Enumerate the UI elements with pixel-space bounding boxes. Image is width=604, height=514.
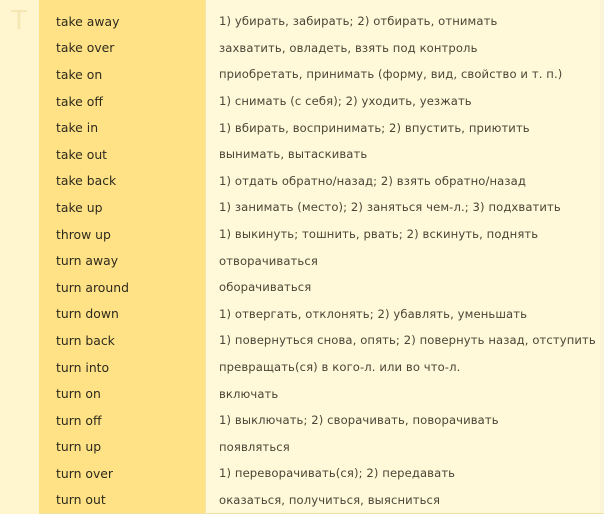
table-row xyxy=(0,380,604,407)
translation: 1) отдать обратно/назад; 2) взять обратно/назад xyxy=(219,173,526,188)
translation: 1) отвергать, отклонять; 2) убавлять, уменьшать xyxy=(219,306,528,321)
phrasal-verb: turn over xyxy=(56,465,114,481)
phrasal-verb: take on xyxy=(56,66,103,82)
table-row xyxy=(0,247,604,274)
table-row xyxy=(0,61,604,88)
table-row xyxy=(0,274,604,301)
translation: оборачиваться xyxy=(219,280,312,295)
translation: 1) вбирать, воспринимать; 2) впустить, приютить xyxy=(219,120,530,135)
translation: 1) повернуться снова, опять; 2) повернуть назад, отступить xyxy=(219,333,596,348)
phrasal-verb: turn off xyxy=(56,412,102,428)
table-row xyxy=(0,221,604,248)
phrasal-verb: turn out xyxy=(56,492,106,508)
phrasal-verb: turn back xyxy=(56,332,115,348)
translation: 1) переворачивать(ся); 2) передавать xyxy=(219,466,456,481)
table-row xyxy=(0,141,604,168)
phrasal-verb: turn around xyxy=(56,279,129,295)
translation: оказаться, получиться, выясниться xyxy=(219,492,441,507)
phrasal-verb: take away xyxy=(56,13,120,29)
table-row xyxy=(0,35,604,62)
phrasal-verb: turn on xyxy=(56,386,101,402)
table-row xyxy=(0,168,604,195)
phrasal-verb: turn down xyxy=(56,306,119,322)
phrasal-verb: take out xyxy=(56,146,108,162)
vocabulary-table xyxy=(0,8,604,513)
translation: 1) занимать (место); 2) заняться чем-л.; 3) подхватить xyxy=(219,200,561,215)
translation: включать xyxy=(219,386,279,401)
translation: 1) убирать, забирать; 2) отбирать, отнимать xyxy=(219,14,498,29)
table-row xyxy=(0,301,604,328)
translation: появляться xyxy=(219,439,290,454)
phrasal-verb: take up xyxy=(56,199,103,215)
table-row xyxy=(0,8,604,35)
translation: 1) выкинуть; тошнить, рвать; 2) вскинуть, поднять xyxy=(219,227,539,242)
table-row xyxy=(0,327,604,354)
translation: вынимать, вытаскивать xyxy=(219,147,368,162)
table-row xyxy=(0,407,604,434)
table-row xyxy=(0,460,604,487)
phrasal-verb: take over xyxy=(56,40,115,56)
translation: превращать(ся) в кого-л. или во что-л. xyxy=(219,360,461,375)
translation: захватить, овладеть, взять под контроль xyxy=(219,40,478,55)
translation: 1) выключать; 2) сворачивать, поворачивать xyxy=(219,413,499,428)
phrasal-verb: turn away xyxy=(56,253,119,269)
table-row xyxy=(0,114,604,141)
phrasal-verb: throw up xyxy=(56,226,111,242)
phrasal-verb: take in xyxy=(56,120,99,136)
translation: 1) снимать (с себя); 2) уходить, уезжать xyxy=(219,94,472,109)
phrasal-verb: turn into xyxy=(56,359,110,375)
table-row xyxy=(0,487,604,514)
table-row xyxy=(0,194,604,221)
section-letter: T xyxy=(11,6,27,36)
table-row xyxy=(0,434,604,461)
table-row xyxy=(0,88,604,115)
translation: отворачиваться xyxy=(219,253,318,268)
phrasal-verb: turn up xyxy=(56,439,102,455)
translation: приобретать, принимать (форму, вид, свойство и т. п.) xyxy=(219,67,563,82)
phrasal-verb: take off xyxy=(56,93,103,109)
phrasal-verb: take back xyxy=(56,173,117,189)
table-row xyxy=(0,354,604,381)
